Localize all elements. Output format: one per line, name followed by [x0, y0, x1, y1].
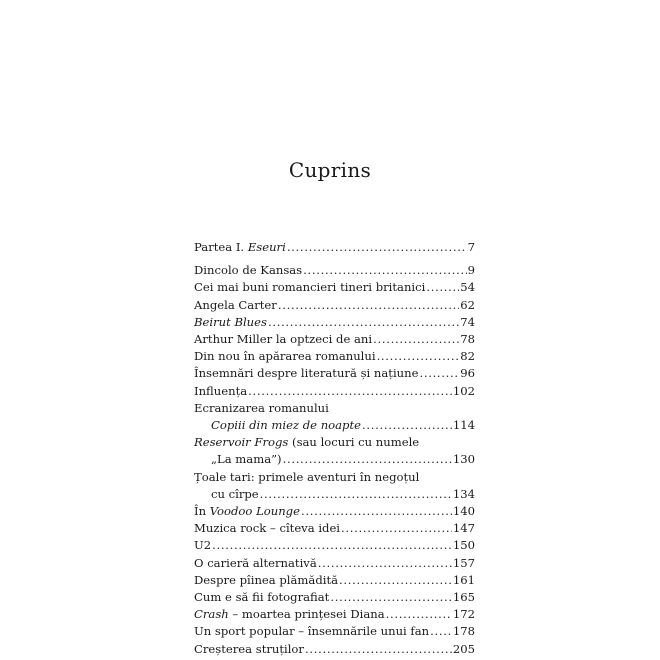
entry-title: Muzica rock – cîteva idei: [194, 521, 341, 536]
page-number: 9: [467, 263, 475, 278]
page-number: 172: [452, 607, 475, 622]
page-number: 205: [452, 641, 475, 656]
entry-title-line: Țoale tari: primele aventuri în negoțul: [194, 469, 420, 484]
toc-entry: [194, 641, 475, 658]
page-number: 140: [452, 504, 475, 519]
toc-entry: [194, 572, 475, 589]
dot-leader: [362, 417, 452, 434]
entry-title: Crash – moartea prințesei Diana: [194, 607, 385, 622]
toc-entry: [194, 589, 475, 606]
dot-leader: [373, 331, 459, 348]
entry-title: Angela Carter: [194, 297, 277, 312]
entry-title: „La mama”): [211, 452, 282, 467]
page-number: 147: [452, 521, 475, 536]
page-number: 62: [460, 297, 475, 312]
toc-entry: [194, 434, 475, 468]
entry-title: Copiii din miez de noapte: [211, 418, 361, 433]
entry-title: Dincolo de Kansas: [194, 263, 303, 278]
entry-title: Însemnări despre literatură și națiune: [194, 366, 419, 381]
dot-leader: [301, 503, 452, 520]
toc-entry: [194, 520, 475, 537]
entry-title: Din nou în apărarea romanului: [194, 349, 376, 364]
entry-title: cu cîrpe: [211, 486, 259, 501]
toc-entry: [194, 331, 475, 348]
entry-title: Beirut Blues: [194, 314, 267, 329]
page-number: 161: [452, 572, 475, 587]
page-number: 178: [452, 624, 475, 639]
page-number: 54: [460, 280, 475, 295]
toc-entry: [194, 314, 475, 331]
toc-entry: [194, 239, 475, 256]
entry-title-line: Ecranizarea romanului: [194, 400, 329, 415]
entry-title: Influența: [194, 383, 248, 398]
entry-title: Cei mai buni romancieri tineri britanici: [194, 280, 426, 295]
entry-title: Un sport popular – însemnările unui fan: [194, 624, 430, 639]
toc-entry: [194, 469, 475, 503]
dot-leader: [268, 314, 459, 331]
toc-entry: [194, 383, 475, 400]
dot-leader: [287, 239, 467, 256]
toc-entry: [194, 503, 475, 520]
page-number: 157: [452, 555, 475, 570]
page-number: 130: [452, 452, 475, 467]
table-of-contents: [194, 239, 475, 658]
toc-entry: [194, 297, 475, 314]
toc-entry: [194, 262, 475, 279]
toc-entry: [194, 537, 475, 554]
toc-entry: [194, 348, 475, 365]
dot-leader: [303, 262, 466, 279]
dot-leader: [318, 555, 452, 572]
page-number: 150: [452, 538, 475, 553]
dot-leader: [419, 365, 459, 382]
entry-title: Partea I. Eseuri: [194, 240, 286, 254]
page-number: 96: [460, 366, 475, 381]
page-number: 134: [452, 486, 475, 501]
page-number: 7: [467, 240, 475, 254]
entry-title: U2: [194, 538, 212, 553]
dot-leader: [260, 486, 452, 503]
page-title: Cuprins: [288, 158, 372, 182]
dot-leader: [305, 641, 452, 658]
toc-entry: [194, 400, 475, 434]
dot-leader: [377, 348, 460, 365]
entry-title-line: Reservoir Frogs (sau locuri cu numele: [194, 435, 420, 450]
dot-leader: [426, 279, 459, 296]
dot-leader: [339, 572, 452, 589]
entry-title: În Voodoo Lounge: [194, 504, 300, 519]
entry-title: Arthur Miller la optzeci de ani: [194, 332, 373, 347]
entry-title: Creșterea struților: [194, 641, 304, 656]
dot-leader: [212, 537, 452, 554]
entry-title: O carieră alternativă: [194, 555, 317, 570]
toc-entry: [194, 365, 475, 382]
dot-leader: [430, 623, 452, 640]
page-number: 102: [452, 383, 475, 398]
page-number: 74: [460, 314, 475, 329]
page-number: 78: [460, 332, 475, 347]
toc-entry: [194, 606, 475, 623]
toc-entry: [194, 555, 475, 572]
entry-title: Despre pîinea plămădită: [194, 572, 339, 587]
toc-entry: [194, 279, 475, 296]
dot-leader: [330, 589, 452, 606]
page-number: 114: [452, 418, 475, 433]
dot-leader: [386, 606, 452, 623]
page-number: 82: [460, 349, 475, 364]
dot-leader: [248, 383, 452, 400]
entry-title: Cum e să fii fotografiat: [194, 590, 330, 605]
dot-leader: [278, 297, 459, 314]
page-number: 165: [452, 590, 475, 605]
toc-entry: [194, 623, 475, 640]
dot-leader: [341, 520, 452, 537]
dot-leader: [283, 451, 452, 468]
